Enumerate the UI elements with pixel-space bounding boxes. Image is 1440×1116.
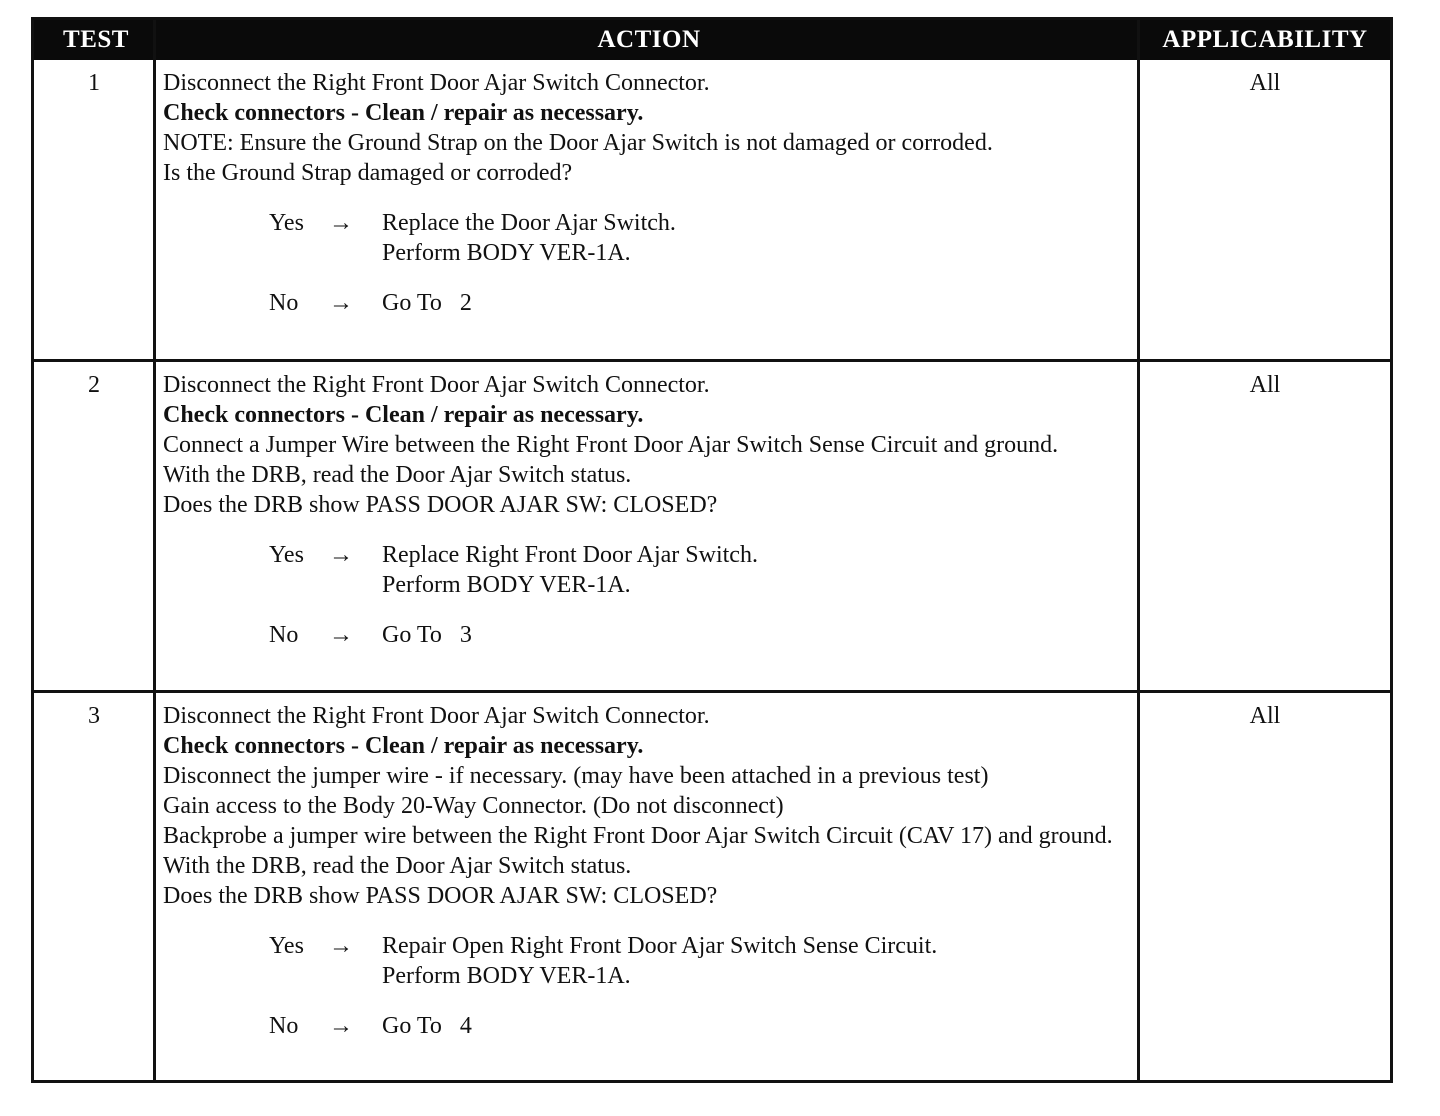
action-cell: [163, 68, 1133, 318]
response-block: [163, 540, 1133, 650]
action-line: Connect a Jumper Wire between the Right Front Door Ajar Switch Sense Circuit and ground.: [163, 432, 1059, 458]
action-line: Gain access to the Body 20-Way Connector. (Do not disconnect): [163, 793, 784, 819]
action-line: Is the Ground Strap damaged or corroded?: [163, 160, 573, 186]
applicability-value: All: [1249, 703, 1281, 729]
no-action: Go To 3: [382, 622, 472, 648]
action-line: Backprobe a jumper wire between the Right Front Door Ajar Switch Circuit (CAV 17) and ground.: [163, 823, 1113, 849]
yes-action: Perform BODY VER-1A.: [382, 963, 631, 989]
yes-action: Perform BODY VER-1A.: [382, 240, 631, 266]
table-header: [34, 20, 1390, 60]
action-line: With the DRB, read the Door Ajar Switch status.: [163, 462, 632, 488]
yes-label: Yes: [269, 542, 304, 568]
no-label: No: [269, 1013, 299, 1039]
arrow-icon: →: [329, 1013, 353, 1039]
no-label: No: [269, 290, 299, 316]
yes-action: Repair Open Right Front Door Ajar Switch Sense Circuit.: [382, 933, 938, 959]
action-cell: [163, 701, 1133, 1041]
arrow-icon: →: [329, 933, 353, 959]
arrow-icon: →: [329, 210, 353, 236]
action-line-bold: Check connectors - Clean / repair as necessary.: [163, 402, 644, 428]
yes-action: Replace the Door Ajar Switch.: [382, 210, 676, 236]
diagnostic-test-table: [31, 17, 1393, 1083]
arrow-icon: →: [329, 290, 353, 316]
action-line: With the DRB, read the Door Ajar Switch status.: [163, 853, 632, 879]
action-line: Disconnect the Right Front Door Ajar Switch Connector.: [163, 372, 710, 398]
action-line: Does the DRB show PASS DOOR AJAR SW: CLOSED?: [163, 883, 718, 909]
response-block: [163, 208, 1133, 318]
yes-label: Yes: [269, 933, 304, 959]
action-line: Does the DRB show PASS DOOR AJAR SW: CLOSED?: [163, 492, 718, 518]
table-row: [34, 60, 1390, 359]
action-line: Disconnect the jumper wire - if necessary. (may have been attached in a previous test): [163, 763, 989, 789]
header-test: TEST: [63, 26, 129, 53]
yes-action: Perform BODY VER-1A.: [382, 572, 631, 598]
no-action: Go To 4: [382, 1013, 472, 1039]
action-line-bold: Check connectors - Clean / repair as necessary.: [163, 733, 644, 759]
table-row: [34, 693, 1390, 1080]
test-number: 1: [88, 70, 100, 96]
test-number: 3: [88, 703, 100, 729]
header-action: ACTION: [597, 26, 701, 53]
yes-action: Replace Right Front Door Ajar Switch.: [382, 542, 758, 568]
applicability-value: All: [1249, 70, 1281, 96]
action-line: NOTE: Ensure the Ground Strap on the Door Ajar Switch is not damaged or corroded.: [163, 130, 993, 156]
no-action: Go To 2: [382, 290, 472, 316]
test-number: 2: [88, 372, 100, 398]
header-applicability: APPLICABILITY: [1162, 26, 1368, 53]
action-line-bold: Check connectors - Clean / repair as necessary.: [163, 100, 644, 126]
table-row: [34, 362, 1390, 690]
no-label: No: [269, 622, 299, 648]
action-line: Disconnect the Right Front Door Ajar Switch Connector.: [163, 703, 710, 729]
arrow-icon: →: [329, 622, 353, 648]
yes-label: Yes: [269, 210, 304, 236]
action-line: Disconnect the Right Front Door Ajar Switch Connector.: [163, 70, 710, 96]
applicability-value: All: [1249, 372, 1281, 398]
arrow-icon: →: [329, 542, 353, 568]
response-block: [163, 931, 1133, 1041]
action-cell: [163, 370, 1133, 650]
